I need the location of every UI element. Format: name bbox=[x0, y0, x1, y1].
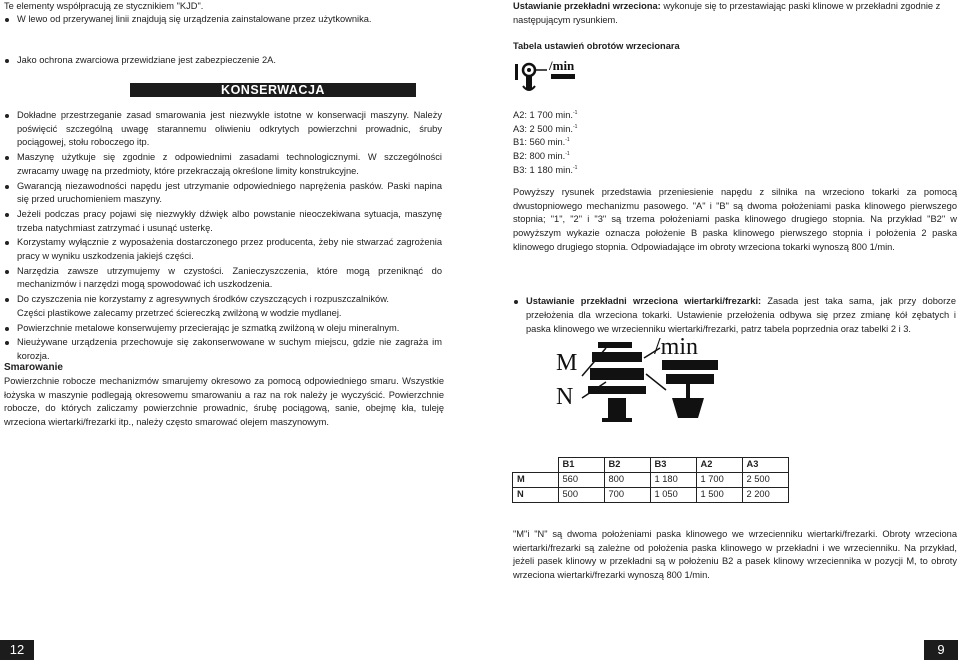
spindle-heading-bold: Ustawianie przekładni wrzeciona: bbox=[513, 1, 661, 11]
table-cell: 2 500 bbox=[742, 473, 788, 488]
maintenance-item: Gwarancją niezawodności napędu jest utrzymanie odpowiedniego naprężenia pasków. Paski napina się przed uruchomieniem maszyny. bbox=[4, 180, 442, 207]
maintenance-item: Korzystamy wyłącznie z wyposażenia dostarczonego przez producenta, żeby nie stwarzać zagrożenia pracy w wyniku uszkodzenia jakiejś części. bbox=[4, 236, 442, 263]
table-header-cell: B2 bbox=[604, 458, 650, 473]
speed-a2: A2: 1 700 min.$^{-1}$ bbox=[513, 109, 578, 120]
speed-icon bbox=[513, 56, 583, 94]
table-cell: 1 180 bbox=[650, 473, 696, 488]
speed-b2: B2: 800 min.$^{-1}$ bbox=[513, 151, 570, 162]
diagram-min-label: /min bbox=[654, 334, 699, 360]
icon-min-label: /min bbox=[549, 58, 575, 73]
speed-a3: A3: 2 500 min.$^{-1}$ bbox=[513, 123, 578, 134]
page-number-left: 12 bbox=[0, 640, 34, 660]
table-cell: 560 bbox=[558, 473, 604, 488]
table-header-cell: A3 bbox=[742, 458, 788, 473]
smarowanie-title: Smarowanie bbox=[4, 362, 63, 373]
drill-setting-rest: Zasada jest taka sama, jak przy doborze przełożenia dla wrzeciona tokarki. Ustawienie przełożenia odbywa się przez zmianę kół zębatych i paska klinowego we wrzecienniku wiertarki/frezarki, patrz tabela poprzednia oraz tabelki 2 i 3. bbox=[526, 296, 956, 334]
drill-setting-bold: Ustawianie przekładni wrzeciona wiertarki/frezarki: bbox=[526, 296, 762, 307]
maintenance-item: Powierzchnie metalowe konserwujemy przecierając je szmatką zwilżoną w oleju mineralnym. bbox=[4, 322, 442, 336]
spindle-heading-rest: wykonuje się to przestawiając paski klinowe w przekładni zgodnie z następującym rysunkiem. bbox=[513, 1, 941, 25]
spindle-heading bbox=[513, 0, 957, 27]
speed-table bbox=[512, 457, 789, 503]
table-row bbox=[513, 473, 789, 488]
mn-description: "M"i "N" są dwoma położeniami paska klinowego we wrzecienniku wiertarki/frezarki. Obroty wrzeciona wiertarki/frezarki są zależne od położenia paska klinowego w przekładni i we wrzecienniku. Na przykład, jeżeli pasek klinowy w przekładni są w położeniu B2 a pasek klinowy wrzeciennika w pozycji M, to obroty wrzeciona wiertarki/frezarki wynoszą 800 1/min. bbox=[513, 529, 957, 581]
table-cell: 800 bbox=[604, 473, 650, 488]
table-cell: 1 050 bbox=[650, 488, 696, 503]
speed-list bbox=[513, 109, 633, 178]
table-row bbox=[513, 488, 789, 503]
maintenance-item: Narzędzia zawsze utrzymujemy w czystości. Zanieczyszczenia, które mogą przeniknąć do mechanizmów i narzędzi mogą spowodować ich uszkodzenia. bbox=[4, 265, 442, 292]
section-title-konserwacja: KONSERWACJA bbox=[130, 83, 416, 97]
maintenance-item: Dokładne przestrzeganie zasad smarowania jest niezwykle istotne w konserwacji maszyny. Należy poświęcić szczególną uwagę starannemu oliwieniu odkrytych powierzchni prowadnic, śruby pociągowej, stołu roboczego itp. bbox=[4, 109, 442, 150]
speed-b1: B1: 560 min.$^{-1}$ bbox=[513, 137, 570, 148]
belt-diagram bbox=[548, 318, 728, 438]
smarowanie-text: Powierzchnie robocze mechanizmów smarujemy okresowo za pomocą odpowiedniego smaru. Wszystkie łożyska w maszynie podlegają okresowemu smarowaniu a raz na rok należy je wyczyścić. Powierzchnie robocze, do których zaliczamy powierzchnie prowadnic, śrubę pociągową, sanie, obejmę kła, tuleję wrzeciona wiertarki/frezarki itp., należy często smarować olejem maszynowym. bbox=[4, 376, 444, 428]
table-header-row bbox=[513, 458, 789, 473]
bullet-intro-2: Jako ochrona zwarciowa przewidziane jest zabezpieczenie 2A. bbox=[4, 54, 447, 68]
table-header-cell: A2 bbox=[696, 458, 742, 473]
table-title: Tabela ustawień obrotów wrzecionara bbox=[513, 41, 680, 51]
intro-line: Te elementy współpracują ze stycznikiem "KJD". bbox=[4, 1, 204, 11]
plastic-note: Części plastikowe zalecamy przetrzeć ściereczką zwilżoną w wodzie mydlanej. bbox=[17, 307, 342, 318]
belt-speed-icon bbox=[513, 56, 583, 94]
maintenance-item: Do czyszczenia nie korzystamy z agresywnych środków czyszczących i rozpuszczalników. bbox=[4, 293, 442, 307]
bullet-intro-1: W lewo od przerywanej linii znajdują się urządzenia zainstalowane przez użytkownika. bbox=[4, 13, 447, 27]
maintenance-item: Jeżeli podczas pracy pojawi się niezwykły dźwięk albo powstanie nieoczekiwana sytuacja, maszynę trzeba natychmiast zatrzymać i usunąć usterkę. bbox=[4, 208, 442, 235]
table-corner bbox=[513, 458, 559, 473]
table-row-label: N bbox=[513, 488, 559, 503]
table-header-cell: B1 bbox=[558, 458, 604, 473]
speed-b3: B3: 1 180 min.$^{-1}$ bbox=[513, 164, 578, 175]
belt-description: Powyższy rysunek przedstawia przeniesienie napędu z silnika na wrzeciono tokarki za pomocą dwustopniowego mechanizmu pasowego. "A" i "B" są dwoma położeniami paska klinowego pierwszego stopnia; "1", "2" i "3" są trzema położeniami paska klinowego drugiego stopnia. Na przykład "B2" w powyższym wykazie oznacza położenie B paska klinowego pierwszego stopnia i położenia 2 paska klinowego drugiego stopnia. Odpowiadające im obroty wrzeciona tokarki wynoszą 800 1/min. bbox=[513, 187, 957, 252]
diagram-m-label: M bbox=[556, 350, 578, 376]
maintenance-item: Maszynę użytkuje się zgodnie z odpowiednimi zasadami technologicznymi. W szczególności zwracamy uwagę na przedmioty, które przekraczają określone limity konstrukcyjne. bbox=[4, 151, 442, 178]
maintenance-list bbox=[4, 109, 442, 364]
maintenance-item: Nieużywane urządzenia przechowuje się zakonserwowane w suchym miejscu, gdzie nie zagraża im korozja. bbox=[4, 336, 442, 363]
diagram-n-label: N bbox=[556, 384, 574, 410]
table-cell: 500 bbox=[558, 488, 604, 503]
table-cell: 1 500 bbox=[696, 488, 742, 503]
table-cell: 700 bbox=[604, 488, 650, 503]
page-number-right: 9 bbox=[924, 640, 958, 660]
table-cell: 2 200 bbox=[742, 488, 788, 503]
table-cell: 1 700 bbox=[696, 473, 742, 488]
table-header-cell: B3 bbox=[650, 458, 696, 473]
table-row-label: M bbox=[513, 473, 559, 488]
